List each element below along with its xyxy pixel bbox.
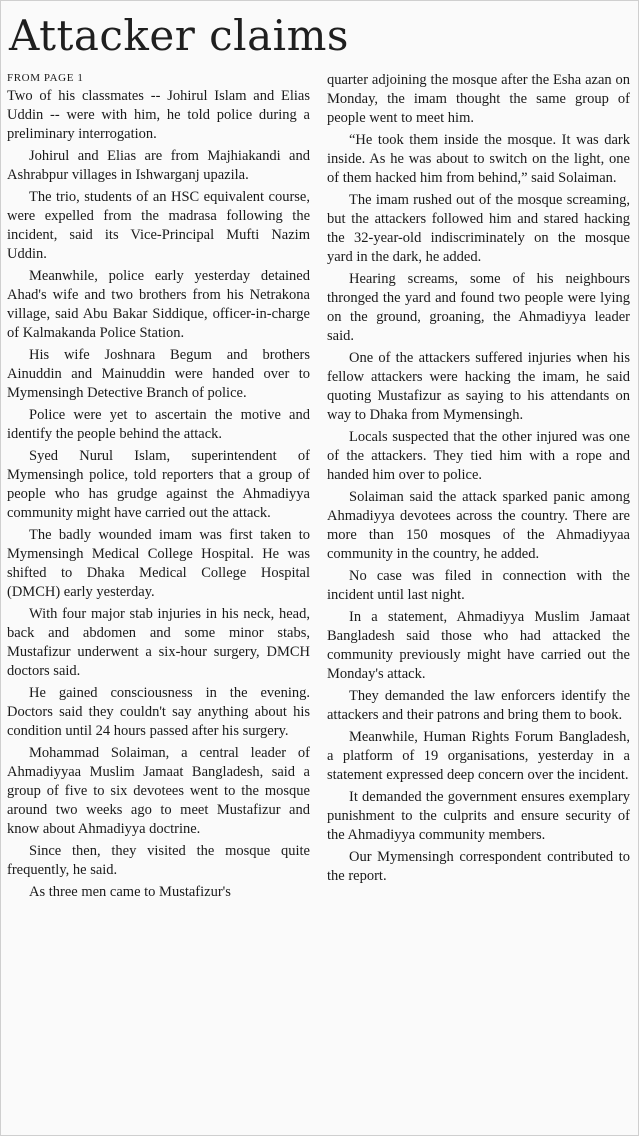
paragraph-continuation: quarter adjoining the mosque after the Esha azan on Monday, the imam thought the same group of people went to meet him. [327, 72, 630, 126]
paragraph: One of the attackers suffered injuries when his fellow attackers were hacking the imam, he said quoting Mustafizur as saying to his attendants on way to Dhaka from Mymensingh. [327, 350, 630, 423]
paragraph: The trio, students of an HSC equivalent course, were expelled from the madrasa following the incident, said its Vice-Principal Mufti Nazim Uddin. [7, 189, 310, 262]
paragraph: Solaiman said the attack sparked panic among Ahmadiyya devotees across the country. There are more than 150 mosques of the Ahmadiyyaa community in the country, he added. [327, 489, 630, 562]
paragraph: Our Mymensingh correspondent contributed to the report. [327, 849, 630, 884]
paragraph: It demanded the government ensures exemplary punishment to the culprits and ensure security of the Ahmadiyya community members. [327, 789, 630, 843]
paragraph: In a statement, Ahmadiyya Muslim Jamaat Bangladesh said those who had attacked the community previously might have carried out the Monday's attack. [327, 609, 630, 682]
paragraph: The badly wounded imam was first taken to Mymensingh Medical College Hospital. He was shifted to Dhaka Medical College Hospital (DMCH) early yesterday. [7, 527, 310, 600]
paragraph: Since then, they visited the mosque quite frequently, he said. [7, 843, 310, 878]
article-column-left [7, 71, 310, 902]
paragraph: Locals suspected that the other injured was one of the attackers. They tied him with a rope and handed him over to police. [327, 429, 630, 483]
paragraph: The imam rushed out of the mosque screaming, but the attackers followed him and stared hacking the 32-year-old indiscriminately on the mosque yard in the dark, he added. [327, 192, 630, 265]
paragraph: Two of his classmates -- Johirul Islam and Elias Uddin -- were with him, he told police during a preliminary interrogation. [7, 88, 310, 142]
paragraph: He gained consciousness in the evening. Doctors said they couldn't say anything about his condition until 24 hours passed after his surgery. [7, 685, 310, 739]
paragraph: His wife Joshnara Begum and brothers Ainuddin and Mainuddin were handed over to Mymensingh Detective Branch of police. [7, 347, 310, 401]
paragraph: As three men came to Mustafizur's [29, 884, 231, 900]
paragraph: Johirul and Elias are from Majhiakandi and Ashrabpur villages in Ishwarganj upazila. [7, 148, 310, 183]
headline: Attacker claims [9, 11, 349, 60]
paragraph: No case was filed in connection with the incident until last night. [327, 568, 630, 603]
paragraph: Mohammad Solaiman, a central leader of Ahmadiyyaa Muslim Jamaat Bangladesh, said a group of five to six devotees went to the mosque around two weeks ago to meet Mustafizur and know about Ahmadiyya doctrine. [7, 745, 310, 837]
paragraph: “He took them inside the mosque. It was dark inside. As he was about to switch on the light, one of them hacked him from behind,” said Solaiman. [327, 132, 630, 186]
continuation-kicker: FROM PAGE 1 [7, 72, 84, 84]
paragraph: Meanwhile, Human Rights Forum Bangladesh, a platform of 19 organisations, yesterday in a statement expressed deep concern over the incident. [327, 729, 630, 783]
paragraph: Police were yet to ascertain the motive and identify the people behind the attack. [7, 407, 310, 442]
paragraph: They demanded the law enforcers identify the attackers and their patrons and bring them to book. [327, 688, 630, 723]
article-column-right [327, 71, 630, 886]
paragraph: With four major stab injuries in his neck, head, back and abdomen and some minor stabs, Mustafizur underwent a six-hour surgery, DMCH doctors said. [7, 606, 310, 679]
paragraph: Syed Nurul Islam, superintendent of Mymensingh police, told reporters that a group of people who has grudge against the Ahmadiyya community might have carried out the attack. [7, 448, 310, 521]
paragraph: Hearing screams, some of his neighbours thronged the yard and found two people were lying on the ground, groaning, the Ahmadiyya leader said. [327, 271, 630, 344]
paragraph: Meanwhile, police early yesterday detained Ahad's wife and two brothers from his Netrakona village, said Abu Bakar Siddique, officer-in-charge of Kalmakanda Police Station. [7, 268, 310, 341]
